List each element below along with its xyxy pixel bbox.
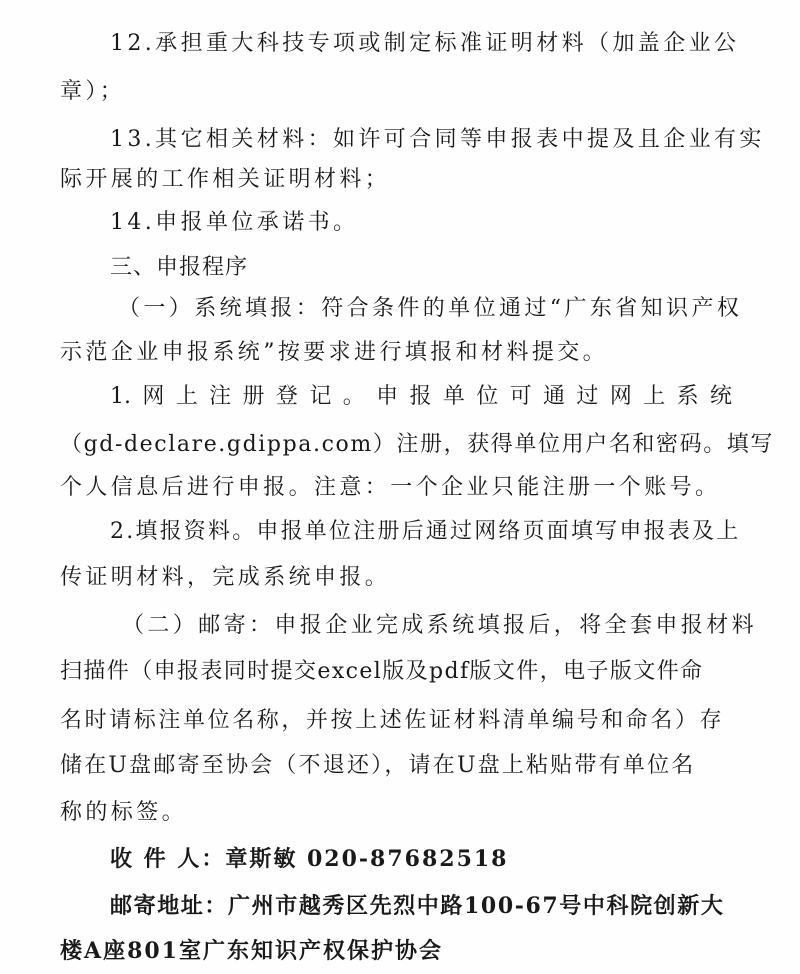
subsection-2-line-2: 扫描件（申报表同时提交excel版及pdf版文件，电子版文件命 xyxy=(60,659,704,684)
subsection-2-line-4: 储在U盘邮寄至协会（不退还），请在U盘上粘贴带有单位名 xyxy=(60,753,696,778)
item-12-line-1: 12.承担重大科技专项或制定标准证明材料（加盖企业公 xyxy=(110,31,740,56)
recipient-line: 收 件 人：章斯敏 020-87682518 xyxy=(110,846,509,872)
item-12-line-2: 章）； xyxy=(60,79,126,104)
subsection-2-line-1: （二）邮寄：申报企业完成系统填报后，将全套申报材料 xyxy=(122,613,758,638)
subsection-2-line-5: 称的标签。 xyxy=(60,800,188,825)
item-14-line: 14.申报单位承诺书。 xyxy=(110,210,359,235)
step-2-line-2: 传证明材料，完成系统申报。 xyxy=(60,565,391,590)
item-13-line-1: 13.其它相关材料：如许可合同等申报表中提及且企业有实 xyxy=(110,127,765,152)
step-1-line-1: 1.网上注册登记。申报单位可通过网上系统 xyxy=(110,384,732,409)
subsection-1-line-2: 示范企业申报系统”按要求进行填报和材料提交。 xyxy=(60,340,609,365)
mailing-address-line-2: 楼A座801室广东知识产权保护协会 xyxy=(60,938,443,964)
mailing-address-line-1: 邮寄地址：广州市越秀区先烈中路100-67号中科院创新大 xyxy=(110,893,725,919)
step-2-line-1: 2.填报资料。申报单位注册后通过网络页面填写申报表及上 xyxy=(110,519,741,544)
step-1-line-3: 个人信息后进行申报。注意：一个企业只能注册一个账号。 xyxy=(60,475,721,500)
step-1-line-2: （gd-declare.gdippa.com）注册，获得单位用户名和密码。填写 xyxy=(60,432,775,457)
section-3-heading: 三、申报程序 xyxy=(110,255,249,280)
subsection-2-line-3: 名时请标注单位名称，并按上述佐证材料清单编号和命名）存 xyxy=(60,708,725,733)
item-13-line-2: 际开展的工作相关证明材料； xyxy=(60,167,391,192)
subsection-1-line-1: （一）系统填报：符合条件的单位通过“广东省知识产权 xyxy=(118,296,743,321)
